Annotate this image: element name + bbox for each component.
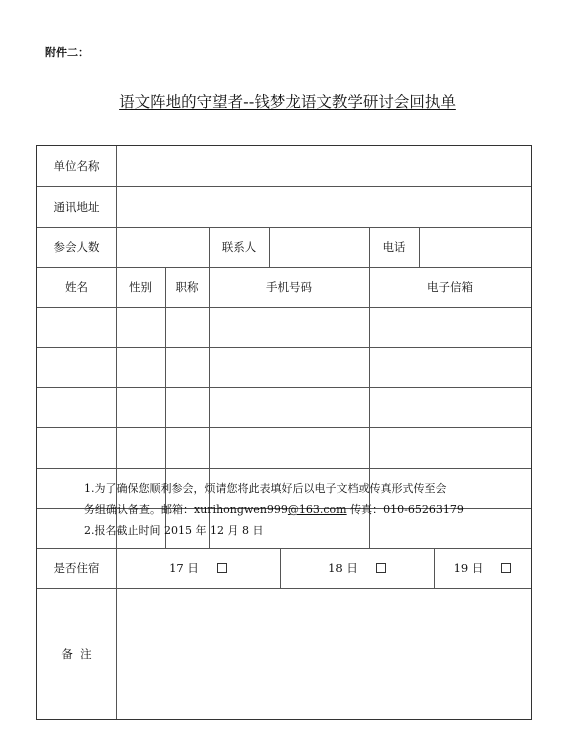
lodging-day-19-label: 19 日: [453, 561, 484, 575]
participant-cell[interactable]: [369, 347, 531, 387]
attendees-label: 参会人数: [53, 240, 100, 254]
participant-cell[interactable]: [37, 427, 116, 467]
lodging-day-17-label: 17 日: [169, 561, 199, 575]
participant-cell[interactable]: [209, 387, 369, 427]
remarks-line-3: 2.报名截止时间 2015 年 12 月 8 日: [84, 524, 264, 537]
participant-cell[interactable]: [369, 307, 531, 347]
lodging-day-18[interactable]: [280, 548, 434, 588]
unit-name-label: 单位名称: [53, 159, 100, 173]
header-title: 职称: [175, 280, 199, 294]
lodging-day-17[interactable]: [116, 548, 280, 588]
lodging-day-18-label: 18 日: [328, 561, 358, 575]
participant-cell[interactable]: [209, 347, 369, 387]
unit-name-field[interactable]: [117, 146, 531, 186]
remarks-label: 备 注: [61, 647, 92, 661]
email-link[interactable]: @163.com: [287, 503, 347, 516]
header-email: 电子信箱: [427, 280, 473, 294]
remarks-line-2: 务组确认备查。邮箱：xurihongwen999@163.com 传真：010-65263179: [84, 503, 464, 516]
participant-cell[interactable]: [369, 387, 531, 427]
participant-cell[interactable]: [116, 427, 165, 467]
participant-cell[interactable]: [37, 347, 116, 387]
registration-form-table: [36, 145, 532, 720]
header-gender: 性别: [129, 280, 152, 294]
lodging-day-19[interactable]: [434, 548, 531, 588]
header-name: 姓名: [65, 280, 88, 294]
remarks-content: [84, 478, 492, 541]
attachment-label: 附件二：: [45, 46, 89, 59]
address-field[interactable]: [117, 187, 531, 227]
participant-cell[interactable]: [209, 427, 369, 467]
participant-cell[interactable]: [165, 307, 209, 347]
page-title: 语文阵地的守望者--钱梦龙语文教学研讨会回执单: [119, 93, 456, 111]
phone-field[interactable]: [420, 227, 531, 267]
participant-cell[interactable]: [369, 427, 531, 467]
participant-cell[interactable]: [116, 307, 165, 347]
participant-cell[interactable]: [165, 387, 209, 427]
participant-cell[interactable]: [165, 347, 209, 387]
lodging-day-17-checkbox[interactable]: [217, 563, 227, 573]
phone-label: 电话: [382, 240, 406, 254]
participant-cell[interactable]: [37, 307, 116, 347]
lodging-day-18-checkbox[interactable]: [376, 563, 386, 573]
participant-cell[interactable]: [116, 387, 165, 427]
participant-cell[interactable]: [209, 307, 369, 347]
participant-cell[interactable]: [165, 427, 209, 467]
contact-label: 联系人: [221, 240, 257, 254]
participant-cell[interactable]: [116, 347, 165, 387]
contact-field[interactable]: [270, 227, 369, 267]
address-label: 通讯地址: [53, 200, 100, 214]
participant-cell[interactable]: [37, 387, 116, 427]
remarks-line-1: 1.为了确保您顺利参会，烦请您将此表填好后以电子文档或传真形式传至会: [84, 482, 447, 495]
header-mobile: 手机号码: [266, 280, 312, 294]
lodging-label: 是否住宿: [53, 561, 100, 575]
attendees-field[interactable]: [117, 227, 209, 267]
lodging-day-19-checkbox[interactable]: [501, 563, 511, 573]
